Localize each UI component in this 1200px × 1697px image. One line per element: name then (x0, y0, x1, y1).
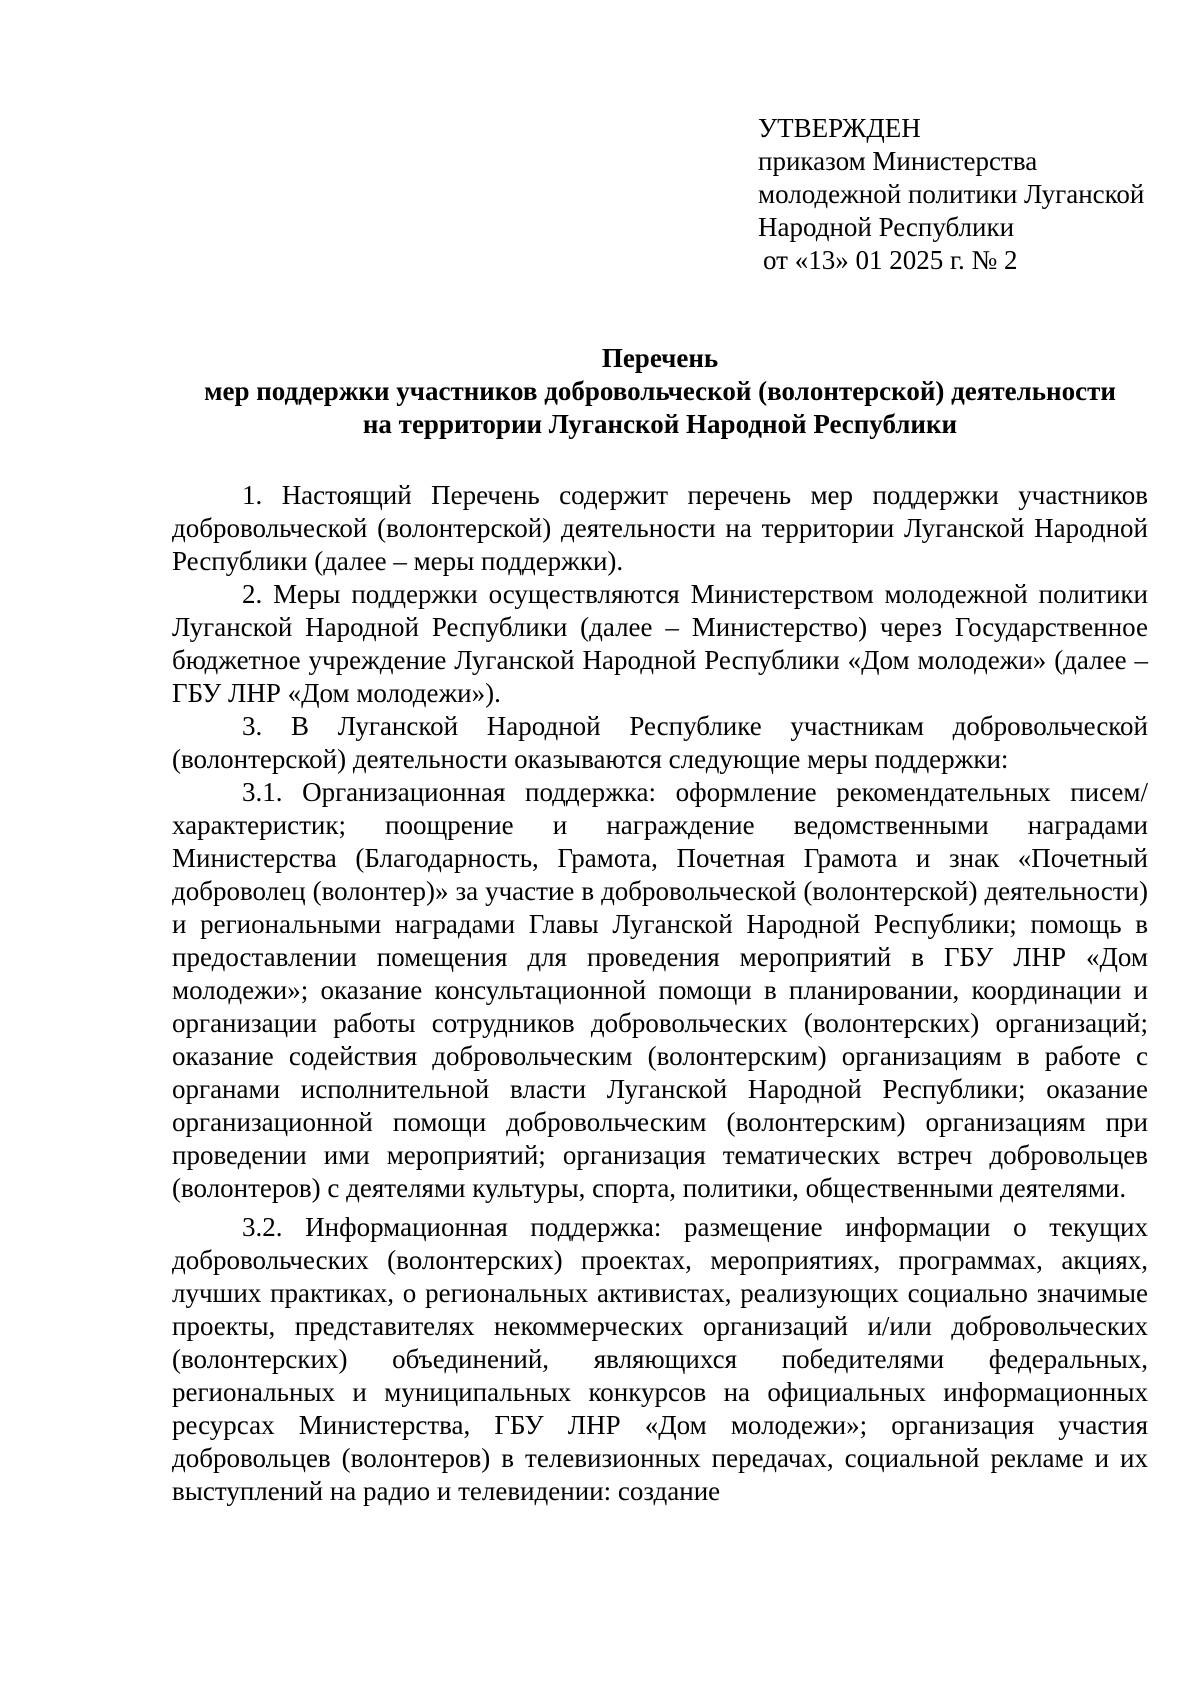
document-body (172, 473, 1148, 1508)
approval-republic-line: Народной Республики (758, 212, 1015, 242)
paragraph-3-1: 3.1. Организационная поддержка: оформление рекомендательных писем/характеристик; поощрение и награждение ведомственными наградами Министерства (Благодарность, Грамота, Почетная Грамота и знак «Почетный доброволец (волонтер)» за участие в добровольческой (волонтерской) деятельности) и региональными наградами Главы Луганской Народной Республики; помощь в предоставлении помещения для проведения мероприятий в ГБУ ЛНР «Дом молодежи»; оказание консультационной помощи в планировании, координации и организации работы сотрудников добровольческих (волонтерских) организаций; оказание содействия добровольческим (волонтерским) организациям в работе с органами исполнительной власти Луганской Народной Республики; оказание организационной помощи добровольческим (волонтерским) организациям при проведении ими мероприятий; организация тематических встреч добровольцев (волонтеров) с деятелями культуры, спорта, политики, общественными деятелями. (172, 777, 1148, 1203)
approval-ministry-line: молодежной политики Луганской (758, 179, 1145, 209)
approval-heading: УТВЕРЖДЕН (758, 113, 921, 143)
paragraph-3: 3. В Луганской Народной Республике участникам добровольческой (волонтерской) деятельности оказываются следующие меры поддержки: (172, 711, 1148, 774)
paragraph-3-2: 3.2. Информационная поддержка: размещение информации о текущих добровольческих (волонтерских) проектах, мероприятиях, программах, акциях, лучших практиках, о региональных активистах, реализующих социально значимые проекты, представителях некоммерческих организаций и/или добровольческих (волонтерских) объединений, являющихся победителями федеральных, региональных и муниципальных конкурсов на официальных информационных ресурсах Министерства, ГБУ ЛНР «Дом молодежи»; организация участия добровольцев (волонтеров) в телевизионных передачах, социальной рекламе и их выступлений на радио и телевидении: создание (172, 1212, 1148, 1506)
paragraph-1: 1. Настоящий Перечень содержит перечень мер поддержки участников добровольческой (волонтерской) деятельности на территории Луганской Народной Республики (далее – меры поддержки). (172, 480, 1148, 576)
document-title (150, 342, 1170, 441)
approval-stamp-block (758, 112, 1178, 277)
title-line-1: Перечень (601, 343, 719, 373)
paragraph-2: 2. Меры поддержки осуществляются Министерством молодежной политики Луганской Народной Республики (далее – Министерство) через Государственное бюджетное учреждение Луганской Народной Республики «Дом молодежи» (далее – ГБУ ЛНР «Дом молодежи»). (172, 579, 1148, 708)
approval-order-line: приказом Министерства (758, 146, 1038, 176)
title-line-3: на территории Луганской Народной Республики (362, 409, 958, 439)
title-line-2: мер поддержки участников добровольческой (волонтерской) деятельности (204, 376, 1116, 406)
approval-date-line: от «13» 01 2025 г. № 2 (763, 245, 1018, 275)
